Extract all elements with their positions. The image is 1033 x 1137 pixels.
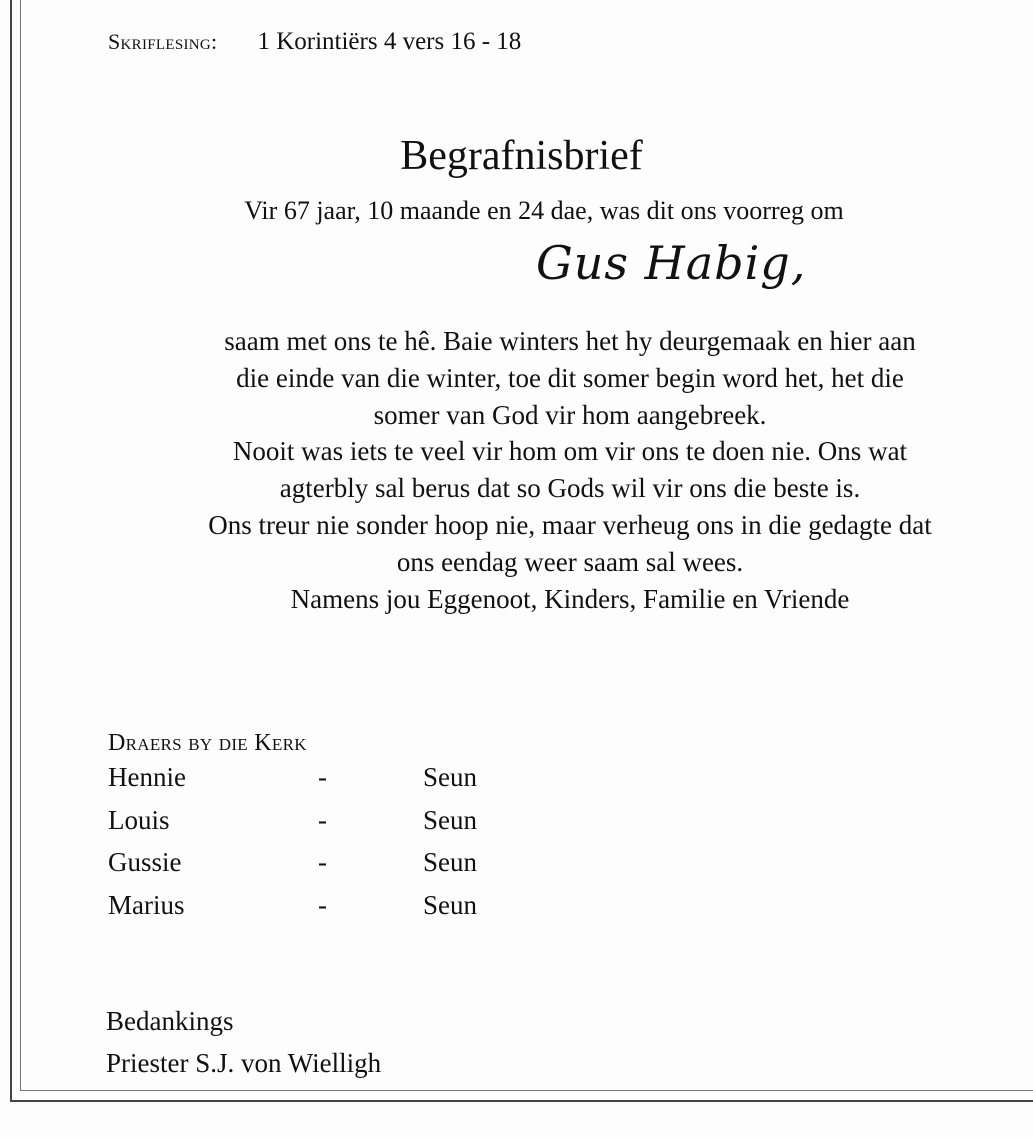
- bearer-relation: Seun: [423, 804, 477, 835]
- body-line: Ons treur nie sonder hoop nie, maar verheug ons in die gedagte dat: [208, 509, 932, 540]
- body-line: die einde van die winter, toe dit somer begin word het, het die: [236, 362, 904, 393]
- deceased-name: Gus Habig,: [536, 236, 807, 290]
- bearer-name: Marius: [108, 889, 185, 920]
- bearer-name: Hennie: [108, 762, 186, 792]
- intro-line: Vir 67 jaar, 10 maande en 24 dae, was dit ons voorreg om: [244, 196, 844, 225]
- thanks-heading: Bedankings: [106, 1006, 234, 1036]
- scripture-reading: [108, 28, 521, 56]
- bearer-relation: Seun: [423, 889, 477, 920]
- body-line: Namens jou Eggenoot, Kinders, Familie en Vriende: [290, 583, 850, 614]
- body-text: [80, 323, 1033, 617]
- body-line: somer van God vir hom aangebreek.: [373, 399, 767, 430]
- thanks-name: Priester S.J. von Wielligh: [106, 1048, 382, 1078]
- frame-bottom-border: [10, 1100, 1033, 1102]
- body-line: Nooit was iets te veel vir hom om vir ons te doen nie. Ons wat: [232, 436, 908, 467]
- bearer-name: Gussie: [108, 847, 182, 877]
- bearer-name: Louis: [108, 804, 170, 835]
- bearer-dash: -: [318, 804, 327, 835]
- scripture-label: Skriflesing:: [108, 29, 218, 54]
- bearer-dash: -: [318, 762, 327, 792]
- frame-bottom-inner-border: [20, 1090, 1033, 1091]
- bearer-relation: Seun: [423, 762, 477, 792]
- body-line: agterbly sal berus dat so Gods wil vir ons die beste is.: [279, 473, 861, 504]
- bearer-dash: -: [318, 889, 327, 920]
- bearer-relation: Seun: [423, 847, 477, 877]
- body-line: ons eendag weer saam sal wees.: [396, 546, 744, 577]
- scripture-reference: 1 Korintiërs 4 vers 16 - 18: [257, 28, 522, 55]
- body-line: saam met ons te hê. Baie winters het hy deurgemaak en hier aan: [224, 326, 916, 356]
- bearers-heading: Draers by die Kerk: [108, 730, 307, 756]
- page-title: Begrafnisbrief: [400, 133, 643, 179]
- bearer-dash: -: [318, 847, 327, 877]
